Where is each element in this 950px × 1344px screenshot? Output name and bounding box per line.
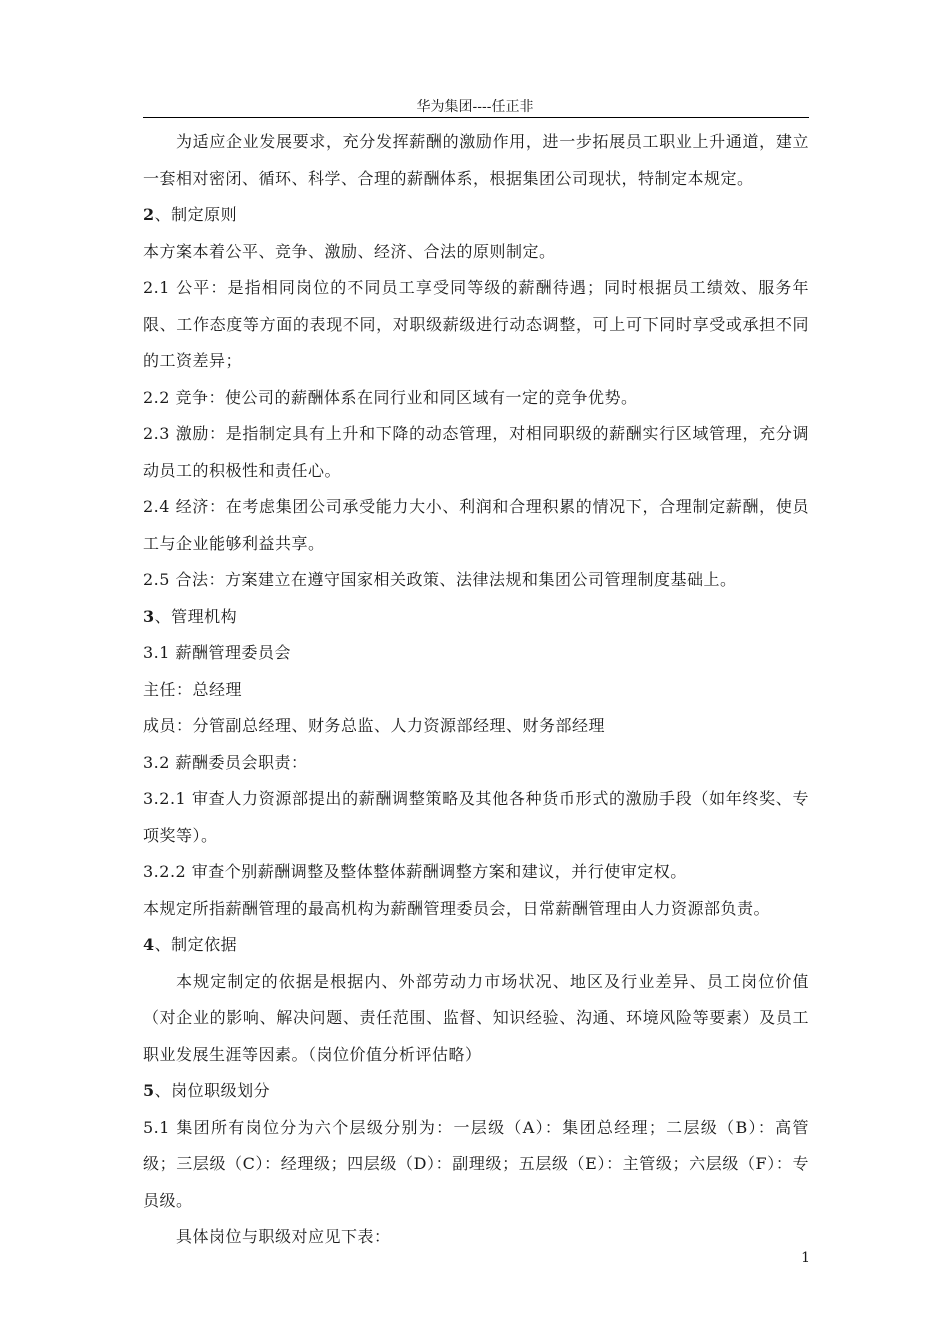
clause-2-3: 2.3 激励：是指制定具有上升和下降的动态管理，对相同职级的薪酬实行区域管理，充分调动员工的积极性和责任心。 (143, 424, 809, 480)
intro-paragraph: 为适应企业发展要求，充分发挥薪酬的激励作用，进一步拓展员工职业上升通道，建立一套相对密闭、循环、科学、合理的薪酬体系，根据集团公司现状，特制定本规定。 (143, 132, 809, 188)
section-3-number: 3 (143, 606, 155, 626)
clause-5-1: 5.1 集团所有岗位分为六个层级分别为：一层级（A）：集团总经理；二层级（B）：高管级；三层级（C）：经理级；四层级（D）：副理级；五层级（E）：主管级；六层级（F）：专员级。 (143, 1117, 809, 1210)
section-4-title: 、制定依据 (154, 935, 238, 954)
clause-3-1: 3.1 薪酬管理委员会 (143, 643, 292, 662)
section-2-intro: 本方案本着公平、竞争、激励、经济、合法的原则制定。 (143, 241, 556, 261)
page-number: 1 (801, 1250, 810, 1266)
page-header: 华为集团----任正非 (416, 99, 534, 115)
section-5-title: 、岗位职级划分 (154, 1081, 271, 1100)
clause-2-1: 2.1 公平：是指相同岗位的不同员工享受同等级的薪酬待遇；同时根据员工绩效、服务年限、工作态度等方面的表现不同，对职级薪级进行动态调整，可上可下同时享受或承担不同的工资差异； (143, 278, 809, 370)
section-4-number: 4 (143, 935, 155, 954)
clause-2-5: 2.5 合法：方案建立在遵守国家相关政策、法律法规和集团公司管理制度基础上。 (143, 570, 737, 589)
section-2-title: 、制定原则 (154, 205, 238, 224)
header-rule (143, 117, 809, 118)
clause-2-2: 2.2 竞争：使公司的薪酬体系在同行业和同区域有一定的竞争优势。 (143, 387, 638, 407)
clause-3-2-1: 3.2.1 审查人力资源部提出的薪酬调整策略及其他各种货币形式的激励手段（如年终奖、专项奖等）。 (143, 789, 809, 845)
committee-chair: 主任：总经理 (143, 679, 243, 699)
section-3-heading (143, 599, 809, 636)
section-4-text: 本规定制定的依据是根据内、外部劳动力市场状况、地区及行业差异、员工岗位价值（对企业的影响、解决问题、责任范围、监督、知识经验、沟通、环境风险等要素）及员工职业发展生涯等因素。（岗位价值分析评估略） (143, 971, 809, 1064)
section-5-heading (143, 1073, 809, 1110)
clause-2-4: 2.4 经济：在考虑集团公司承受能力大小、利润和合理积累的情况下，合理制定薪酬，使员工与企业能够利益共享。 (143, 497, 809, 553)
section-3-note: 本规定所指薪酬管理的最高机构为薪酬管理委员会，日常薪酬管理由人力资源部负责。 (143, 898, 771, 918)
section-4-heading (143, 927, 809, 964)
section-2-heading (143, 197, 809, 234)
clause-3-2-2: 3.2.2 审查个别薪酬调整及整体整体薪酬调整方案和建议，并行使审定权。 (143, 862, 687, 881)
section-2-number: 2 (143, 205, 155, 224)
document-body (143, 124, 809, 1256)
section-5-number: 5 (143, 1081, 155, 1100)
section-3-title: 、管理机构 (154, 606, 238, 626)
clause-3-2: 3.2 薪酬委员会职责： (143, 752, 308, 772)
table-reference-note: 具体岗位与职级对应见下表： (176, 1227, 391, 1246)
committee-members: 成员：分管副总经理、财务总监、人力资源部经理、财务部经理 (143, 716, 606, 735)
